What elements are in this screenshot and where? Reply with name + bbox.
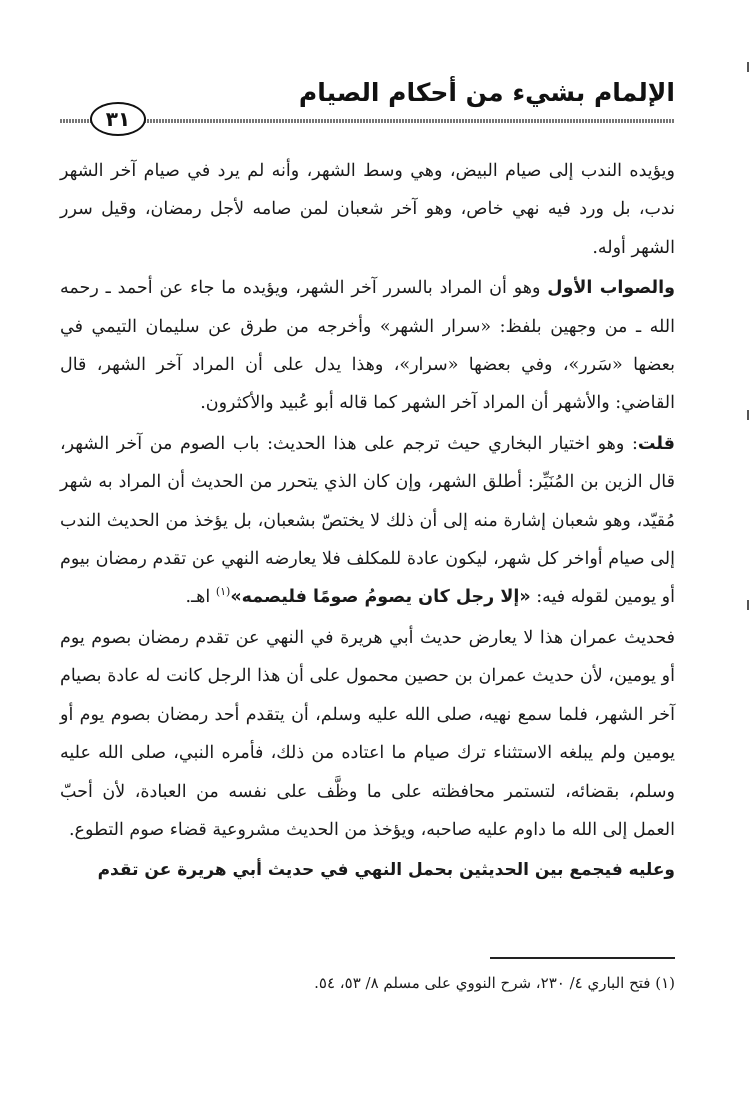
running-header <box>60 78 675 131</box>
paragraph-1: ويؤيده الندب إلى صيام البيض، وهي وسط الشهر، وأنه لم يرد في صيام آخر الشهر ندب، بل ورد فيه نهي خاص، وهو آخر شعبان لمن صامه لأجل رمضان، وقيل سرر الشهر أوله. <box>60 161 675 258</box>
page-number: ٣١ <box>90 102 146 136</box>
paragraph-3-text: : وهو اختيار البخاري حيث ترجم على هذا الحديث: باب الصوم من آخر الشهر، قال الزين بن المُنَيِّر: أطلق الشهر، وإن كان الذي يتحرر من الحديث أن المراد به شهر مُقيّد، وهو شعبان إشارة منه إلى أن ذلك لا يختصّ بشعبان، بل يؤخذ من الحديث الندب إلى صيام أواخر كل شهر، ليكون عادة للمكلف فلا يعارضه النهي عن تقدم رمضان بيوم أو يومين لقوله فيه: <box>60 433 675 608</box>
footnote-separator <box>490 957 675 959</box>
header-rule <box>60 119 675 123</box>
scan-edge-mark <box>747 62 749 72</box>
paragraph-3 <box>60 425 675 617</box>
paragraph-3-end: اهـ. <box>185 587 216 608</box>
paragraph-5: وعليه فيجمع بين الحديثين بحمل النهي في حديث أبي هريرة عن تقدم <box>97 860 675 881</box>
paragraph-2 <box>60 269 675 423</box>
footnote: (١) فتح الباري ٤/ ٢٣٠، شرح النووي على مسلم ٨/ ٥٣، ٥٤. <box>314 974 675 992</box>
footnote-ref: (١) <box>215 585 231 599</box>
main-text <box>60 152 675 890</box>
running-header-title: الإلمام بشيء من أحكام الصيام <box>298 78 675 107</box>
paragraph-2-text: وهو أن المراد بالسرر آخر الشهر، ويؤيده ما جاء عن أحمد ـ رحمه الله ـ من وجهين بلفظ: «سرار الشهر» وأخرجه من طرق عن سليمان التيمي في بعضها «سَرر»، وفي بعضها «سرار»، وهذا يدل على أن المراد آخر الشهر، قال القاضي: والأشهر أن المراد آخر الشهر كما قاله أبو عُبيد والأكثرون. <box>60 278 675 414</box>
scan-edge-mark <box>747 600 749 610</box>
paragraph-3-lead: قلت <box>637 433 675 454</box>
hadith-quote: «إلا رجل كان يصومُ صومًا فليصمه» <box>230 587 531 608</box>
paragraph-2-lead: والصواب الأول <box>547 278 675 299</box>
scan-edge-mark <box>747 410 749 420</box>
paragraph-4: فحديث عمران هذا لا يعارض حديث أبي هريرة في النهي عن تقدم رمضان بصوم يوم أو يومين، لأن حديث عمران بن حصين محمول على أن هذا الرجل كانت له عادة بصيام آخر الشهر، فلما سمع نهيه، صلى الله عليه وسلم، أن يتقدم أحد رمضان بصوم يوم أو يومين ولم يبلغه الاستثناء ترك صيام ما اعتاده من ذلك، فأمره النبي، صلى الله عليه وسلم، بقضائه، لتستمر محافظته على ما وظَّف على نفسه من العبادة، لأن أحبّ العمل إلى الله ما داوم عليه صاحبه، ويؤخذ من الحديث مشروعية قضاء صوم التطوع. <box>60 627 675 840</box>
